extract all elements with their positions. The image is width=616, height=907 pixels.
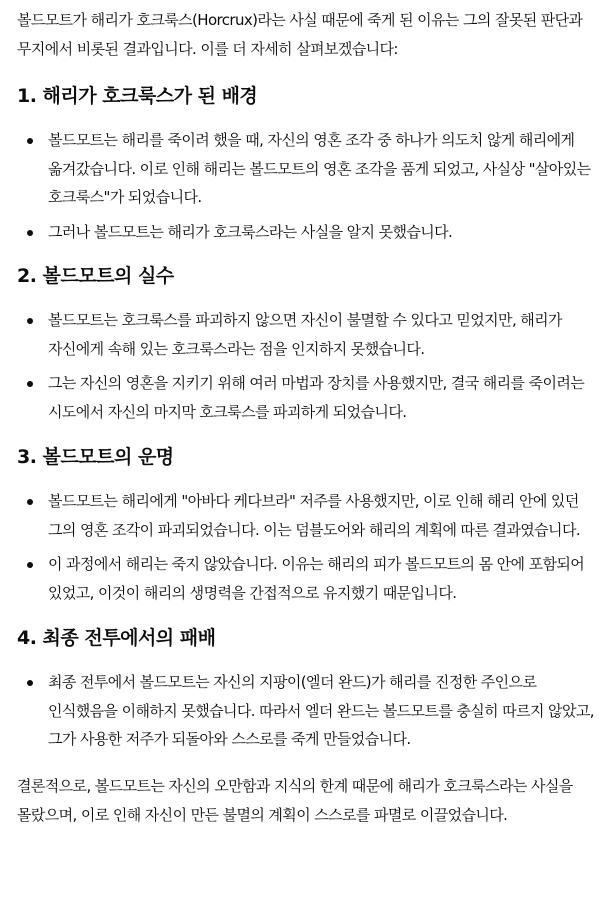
list-item [17, 550, 604, 607]
list-item-text: 볼드모트는 호크룩스를 파괴하지 않으면 자신이 불멸할 수 있다고 믿었지만, 해리가 자신에게 속해 있는 호크룩스라는 점을 인지하지 못했습니다. [48, 311, 562, 358]
list-item [17, 306, 604, 363]
list-item [17, 126, 604, 212]
bullet-dot-icon [27, 138, 33, 144]
intro-paragraph: 볼드모트가 해리가 호크룩스(Horcrux)라는 사실 때문에 죽게 된 이유는 그의 잘못된 판단과 무지에서 비롯된 결과입니다. 이를 더 자세히 살펴보겠습니다: [17, 11, 583, 58]
section-heading-fate: 3. 볼드모트의 운명 [17, 446, 174, 468]
list-item-text: 그는 자신의 영혼을 지키기 위해 여러 마법과 장치를 사용했지만, 결국 해리를 죽이려는 시도에서 자신의 마지막 호크룩스를 파괴하게 되었습니다. [48, 374, 585, 421]
section-heading-mistake: 2. 볼드모트의 실수 [17, 265, 174, 287]
section-heading-final-battle: 4. 최종 전투에서의 패배 [17, 627, 216, 649]
list-item-text: 그러나 볼드모트는 해리가 호크룩스라는 사실을 알지 못했습니다. [48, 222, 453, 241]
section-list-mistake [17, 306, 604, 426]
bullet-dot-icon [27, 230, 33, 236]
section-list-background [17, 126, 604, 246]
list-item-text: 이 과정에서 해리는 죽지 않았습니다. 이유는 해리의 피가 볼드모트의 몸 안에 포함되어 있었고, 이것이 해리의 생명력을 간접적으로 유지했기 때문입니다. [48, 555, 585, 602]
list-item-text: 볼드모트는 해리에게 "아바다 케다브라" 저주를 사용했지만, 이로 인해 해리 안에 있던 그의 영혼 조각이 파괴되었습니다. 이는 덤블도어와 해리의 계획에 따른 결과였습니다. [48, 492, 581, 539]
bullet-dot-icon [27, 318, 33, 324]
bullet-dot-icon [27, 680, 33, 686]
list-item [17, 668, 604, 754]
conclusion-paragraph: 결론적으로, 볼드모트는 자신의 오만함과 지식의 한계 때문에 해리가 호크룩스라는 사실을 몰랐으며, 이로 인해 자신이 만든 불멸의 계획이 스스로를 파멸로 이끌었습니다. [17, 776, 573, 824]
section-list-fate [17, 487, 604, 607]
bullet-dot-icon [27, 499, 33, 505]
list-item-text: 최종 전투에서 볼드모트는 자신의 지팡이(엘더 완드)가 해리를 진정한 주인으로 인식했음을 이해하지 못했습니다. 따라서 엘더 완드는 볼드모트를 충실히 따르지 않았고, 그가 사용한 저주가 되돌아와 스스로를 죽게 만들었습니다. [48, 673, 594, 748]
section-heading-background: 1. 해리가 호크룩스가 된 배경 [17, 85, 258, 107]
bullet-dot-icon [27, 381, 33, 387]
list-item-text: 볼드모트는 해리를 죽이려 했을 때, 자신의 영혼 조각 중 하나가 의도치 않게 해리에게 옮겨갔습니다. 이로 인해 해리는 볼드모트의 영혼 조각을 품게 되었고, 사실상 "살아있는 호크룩스"가 되었습니다. [48, 131, 591, 206]
list-item [17, 218, 604, 247]
section-list-final-battle [17, 668, 604, 754]
list-item [17, 487, 604, 544]
list-item [17, 369, 604, 426]
bullet-dot-icon [27, 562, 33, 568]
